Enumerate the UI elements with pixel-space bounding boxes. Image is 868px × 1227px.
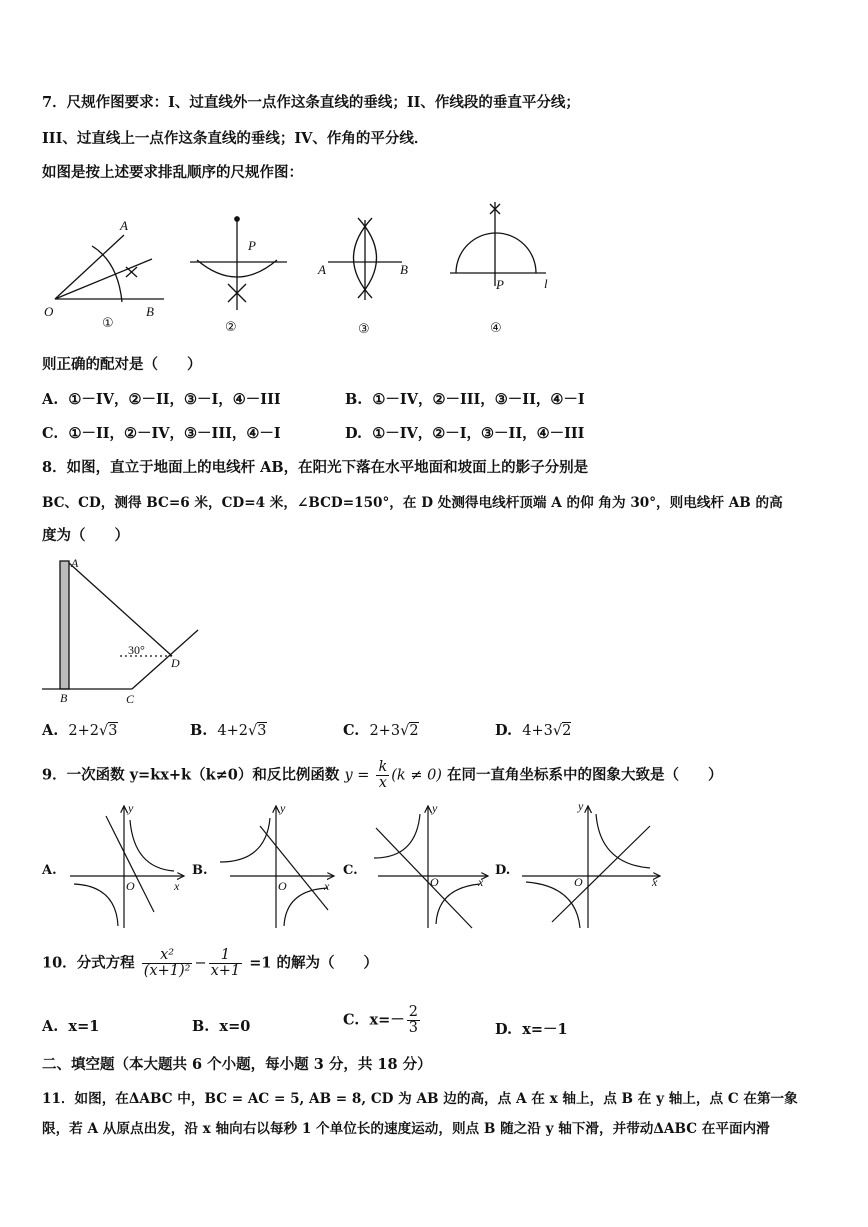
q7-line1: 7．尺规作图要求：I、过直线外一点作这条直线的垂线；II、作线段的垂直平分线； <box>42 94 580 111</box>
sqrt-icon: √ <box>248 723 258 739</box>
q7-option-b-letter: B. <box>345 391 363 408</box>
fig3-label-b: B <box>400 262 408 277</box>
sun-ray <box>69 563 172 656</box>
fig1-label-a: A <box>120 218 128 233</box>
q8-line1: 8．如图，直立于地面上的电线杆 AB，在阳光下落在水平地面和坡面上的影子分别是 <box>42 459 589 476</box>
q7-option-c-text: ①－II，②－IV，③－III，④－I <box>68 425 281 442</box>
graph-d-x: x <box>652 875 658 889</box>
pole-ab <box>60 561 69 689</box>
q8-option-a-radicand: 3 <box>108 723 118 739</box>
sqrt-icon: √ <box>552 723 563 739</box>
q11-line1: 11．如图，在ΔABC 中，BC = AC = 5, AB = 8, CD 为 AB 边的高，点 A 在 x 轴上，点 B 在 y 轴上，点 C 在第一象 <box>42 1091 798 1107</box>
q8-angle-label: 30° <box>128 643 145 657</box>
q9-func-y: y = <box>344 767 370 784</box>
q10-frac2-num: 1 <box>209 948 243 964</box>
graph-a-x: x <box>174 879 180 893</box>
fig3-label-a: A <box>318 262 326 277</box>
q9-suffix: 在同一直角坐标系中的图象大致是（ ） <box>447 766 723 784</box>
q7-option-a[interactable] <box>42 388 281 409</box>
q8-option-b-radicand: 3 <box>257 723 267 739</box>
q7-option-c[interactable] <box>42 422 281 443</box>
q10-option-c-num: 2 <box>408 1004 418 1020</box>
q7-question: 则正确的配对是（ ） <box>42 356 202 373</box>
q10-option-b-letter: B. <box>192 1018 210 1035</box>
q10-minus: − <box>194 955 207 972</box>
q8-figure <box>38 555 208 707</box>
fig2-label-p: P <box>248 238 256 253</box>
q10-option-c-den: 3 <box>408 1020 418 1037</box>
q9-frac-num: k <box>378 759 388 775</box>
fig4-label-p: P <box>496 277 504 292</box>
fig1-label-b: B <box>146 304 154 319</box>
q10-stem <box>42 948 378 979</box>
q8-option-b-prefix: 4+2 <box>217 723 249 739</box>
q8-option-a[interactable] <box>42 722 118 739</box>
q8-label-a: A <box>71 556 79 570</box>
graph-c-y: y <box>432 801 438 815</box>
q8-option-d-letter: D. <box>495 722 513 739</box>
q10-frac1-den: (x+1)² <box>143 963 191 980</box>
graph-a-o: O <box>126 879 135 893</box>
q10-option-a-text: x=1 <box>68 1018 100 1035</box>
graph-c-o: O <box>430 875 439 889</box>
q8-option-a-letter: A. <box>42 722 59 739</box>
q7-option-d-text: ①－IV，②－I，③－II，④－III <box>372 425 585 442</box>
q10-option-c-letter: C. <box>343 1011 360 1029</box>
q7-line2: III、过直线上一点作这条直线的垂线；IV、作角的平分线． <box>42 130 429 147</box>
q7-option-b-text: ①－IV，②－III，③－II，④－I <box>372 391 585 408</box>
graph-d <box>522 806 660 928</box>
graph-d-o: O <box>574 875 583 889</box>
q8-option-d[interactable] <box>495 722 571 739</box>
q8-label-d: D <box>171 656 180 670</box>
q10-frac2-den: x+1 <box>210 963 241 980</box>
q9-graphs <box>40 798 680 938</box>
q10-option-c-fraction <box>407 1005 420 1036</box>
q8-line2: BC、CD，测得 BC=6 米，CD=4 米，∠BCD=150°，在 D 处测得电线杆顶端 A 的仰 角为 30°，则电线杆 AB 的高 <box>42 495 783 511</box>
q7-option-d[interactable] <box>345 422 584 443</box>
q10-frac1-num: x² <box>142 948 193 964</box>
fig3-perpendicular-bisector <box>328 218 402 300</box>
q7-option-b[interactable] <box>345 388 585 409</box>
q7-option-d-letter: D. <box>345 425 363 442</box>
fig3-number: ③ <box>358 322 370 337</box>
q10-option-d[interactable] <box>495 1018 568 1039</box>
graph-d-letter: D. <box>495 863 511 878</box>
sqrt-icon: √ <box>99 723 109 739</box>
q7-option-a-letter: A. <box>42 391 59 408</box>
q9-prefix: 9．一次函数 y=kx+k（k≠0）和反比例函数 <box>42 766 340 784</box>
q8-label-c: C <box>126 692 135 706</box>
q8-option-b-letter: B. <box>190 722 208 739</box>
q7-figures <box>40 190 560 340</box>
fig1-label-o: O <box>44 304 54 319</box>
fig4-perpendicular-on-line <box>450 202 546 286</box>
graph-a-y: y <box>128 801 134 815</box>
q9-condition: (k ≠ 0) <box>391 767 442 784</box>
q8-label-b: B <box>60 691 68 705</box>
q8-option-c-radicand: 2 <box>409 723 419 739</box>
q7-option-c-letter: C. <box>42 425 59 442</box>
fig4-number: ④ <box>490 321 502 336</box>
fig4-label-l: l <box>544 276 548 291</box>
graph-b-o: O <box>278 879 287 893</box>
q10-option-a-letter: A. <box>42 1018 59 1035</box>
slope-line <box>132 630 198 689</box>
q10-option-d-letter: D. <box>495 1021 513 1038</box>
q7-option-a-text: ①－IV，②－II，③－I，④－III <box>68 391 281 408</box>
q10-option-d-text: x=－1 <box>522 1021 568 1038</box>
q8-option-d-radicand: 2 <box>562 723 572 739</box>
q10-fraction1 <box>142 948 193 979</box>
q7-line3: 如图是按上述要求排乱顺序的尺规作图： <box>42 164 303 181</box>
q9-frac-den: x <box>378 775 387 792</box>
graph-c-x: x <box>478 875 484 889</box>
q8-option-c-prefix: 2+3 <box>369 723 401 739</box>
q8-option-a-prefix: 2+2 <box>68 723 100 739</box>
graph-a <box>70 806 184 928</box>
fig2-number: ② <box>225 320 237 335</box>
graph-b-letter: B. <box>192 863 208 878</box>
q9-fraction <box>376 760 389 791</box>
q8-line3: 度为（ ） <box>42 527 129 544</box>
q10-suffix: =1 的解为（ ） <box>249 954 379 972</box>
q10-option-b-text: x=0 <box>219 1018 251 1035</box>
section-heading-fill-blank: 二、填空题（本大题共 6 个小题，每小题 3 分，共 18 分） <box>42 1056 432 1073</box>
graph-b <box>220 806 334 928</box>
graph-a-letter: A. <box>42 863 57 878</box>
graph-d-y: y <box>578 799 584 813</box>
q8-option-b[interactable] <box>190 722 267 739</box>
q10-option-a[interactable] <box>42 1018 99 1035</box>
graph-c-letter: C. <box>343 863 358 878</box>
q8-option-c-letter: C. <box>343 722 360 739</box>
q10-option-c[interactable] <box>343 1005 422 1036</box>
fig1-number: ① <box>102 316 114 331</box>
sqrt-icon: √ <box>400 723 410 739</box>
graph-c <box>374 806 488 928</box>
q11-line2: 限，若 A 从原点出发，沿 x 轴向右以每秒 1 个单位长的速度运动，则点 B 随之沿 y 轴下滑，并带动ΔABC 在平面内滑 <box>42 1121 770 1137</box>
graph-b-x: x <box>324 879 330 893</box>
q10-prefix: 10．分式方程 <box>42 954 135 972</box>
q9-stem <box>42 760 723 791</box>
q10-option-c-text: x=－ <box>369 1011 405 1029</box>
q10-fraction2 <box>209 948 243 979</box>
graph-b-y: y <box>280 801 286 815</box>
q8-option-c[interactable] <box>343 722 419 739</box>
fig1-angle-bisector <box>55 235 164 302</box>
q10-option-b[interactable] <box>192 1018 250 1035</box>
q8-option-d-prefix: 4+3 <box>522 723 553 739</box>
fig2-perpendicular-external <box>190 217 287 310</box>
